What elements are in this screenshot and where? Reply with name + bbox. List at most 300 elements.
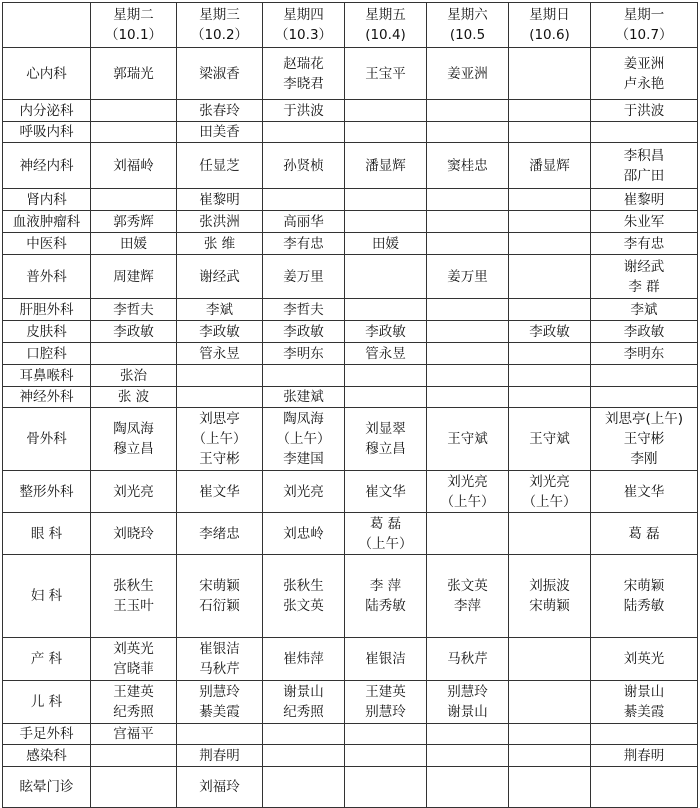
doctor-cell (91, 555, 177, 638)
doctor-cell (177, 100, 263, 122)
day-header (177, 3, 263, 48)
doctor-name: 谢景山 (447, 704, 488, 720)
doctor-cell (263, 189, 345, 211)
doctor-cell (177, 387, 263, 408)
doctor-name: 李斌 (206, 301, 233, 318)
doctor-cell (263, 724, 345, 745)
doctor-cell (591, 143, 698, 189)
date-label: (10.6) (529, 27, 570, 43)
table-row (3, 555, 698, 638)
doctor-cell (509, 724, 591, 745)
doctor-cell (177, 365, 263, 387)
doctor-cell (345, 321, 427, 343)
doctor-cell (263, 143, 345, 189)
doctor-cell (427, 48, 509, 100)
doctor-cell (263, 100, 345, 122)
doctor-cell (345, 189, 427, 211)
doctor-name: 卢永艳 (623, 75, 665, 92)
doctor-cell (427, 189, 509, 211)
doctor-name: 田美香 (199, 124, 240, 140)
doctor-cell (345, 408, 427, 471)
doctor-cell (427, 343, 509, 365)
doctor-cell (177, 211, 263, 233)
doctor-cell (263, 255, 345, 299)
doctor-cell (263, 408, 345, 471)
doctor-cell (591, 471, 698, 513)
doctor-cell (91, 48, 177, 100)
department-name: 手足外科 (3, 724, 91, 745)
doctor-name: 朱业军 (623, 213, 665, 230)
doctor-cell (591, 343, 698, 365)
doctor-name: 张秋生 (283, 578, 324, 594)
doctor-cell (591, 211, 698, 233)
doctor-cell (509, 48, 591, 100)
doctor-name: 纪秀照 (283, 704, 324, 720)
doctor-cell (263, 387, 345, 408)
doctor-cell (591, 724, 698, 745)
doctor-name: 别慧玲 (199, 684, 240, 700)
table-row (3, 745, 698, 767)
doctor-name: 梁淑香 (199, 65, 240, 82)
doctor-cell (427, 745, 509, 767)
department-name: 呼吸内科 (3, 122, 91, 143)
department-name: 产 科 (3, 638, 91, 681)
doctor-name: 张 波 (117, 389, 150, 405)
doctor-name: 赵瑞花 (283, 55, 324, 72)
doctor-cell (91, 745, 177, 767)
doctor-cell (345, 143, 427, 189)
doctor-cell (509, 233, 591, 255)
date-label: (10.4) (365, 27, 406, 43)
doctor-cell (427, 233, 509, 255)
doctor-name: 刘光亮 (113, 483, 154, 500)
doctor-cell (509, 143, 591, 189)
doctor-name: 姜亚洲 (623, 55, 665, 72)
doctor-cell (345, 387, 427, 408)
doctor-cell (591, 513, 698, 555)
doctor-name: 宋萌颖 (623, 578, 665, 594)
doctor-cell (91, 211, 177, 233)
weekday-label: 星期三 (199, 7, 240, 23)
department-name: 儿 科 (3, 681, 91, 724)
weekday-label: 星期六 (447, 7, 488, 23)
table-row (3, 299, 698, 321)
table-row (3, 724, 698, 745)
doctor-cell (591, 189, 698, 211)
doctor-name: 别慧玲 (447, 684, 488, 700)
department-name: 眼 科 (3, 513, 91, 555)
doctor-cell (345, 255, 427, 299)
doctor-cell (427, 471, 509, 513)
doctor-name: 石衍颖 (199, 598, 240, 614)
doctor-cell (177, 513, 263, 555)
doctor-cell (263, 513, 345, 555)
doctor-name: 刘光亮 (447, 473, 488, 490)
doctor-cell (177, 555, 263, 638)
doctor-cell (509, 408, 591, 471)
doctor-name: 郭瑞光 (113, 65, 154, 82)
doctor-name: 李政敏 (113, 323, 154, 340)
doctor-cell (91, 513, 177, 555)
doctor-cell (509, 299, 591, 321)
doctor-cell (91, 471, 177, 513)
date-label: （10.3） (274, 27, 333, 43)
department-name: 中医科 (3, 233, 91, 255)
doctor-name: 刘振波 (529, 578, 570, 594)
doctor-cell (263, 365, 345, 387)
doctor-name: 刘光亮 (283, 483, 324, 500)
table-row (3, 387, 698, 408)
department-name: 妇 科 (3, 555, 91, 638)
doctor-name: 张文英 (447, 578, 488, 594)
doctor-cell (345, 513, 427, 555)
doctor-cell (591, 233, 698, 255)
doctor-cell (263, 638, 345, 681)
doctor-name: 李有忠 (623, 235, 665, 252)
doctor-cell (263, 321, 345, 343)
doctor-name: 张 维 (203, 235, 236, 252)
doctor-name: 郭秀辉 (113, 213, 154, 230)
doctor-cell (345, 767, 427, 808)
table-row (3, 471, 698, 513)
doctor-name: 马秋芹 (447, 651, 488, 667)
doctor-cell (91, 255, 177, 299)
doctor-name: 陆秀敏 (365, 598, 406, 614)
doctor-name: （上午） (440, 493, 495, 510)
doctor-cell (177, 343, 263, 365)
doctor-cell (263, 767, 345, 808)
doctor-name: 田媛 (372, 235, 399, 252)
doctor-name: 姜万里 (283, 268, 324, 285)
doctor-name: 崔文华 (623, 483, 665, 500)
doctor-cell (345, 555, 427, 638)
department-name: 普外科 (3, 255, 91, 299)
doctor-cell (345, 638, 427, 681)
doctor-cell (91, 767, 177, 808)
day-header (91, 3, 177, 48)
doctor-name: 崔银洁 (199, 641, 240, 657)
doctor-cell (91, 408, 177, 471)
doctor-cell (591, 48, 698, 100)
doctor-cell (427, 724, 509, 745)
doctor-cell (177, 122, 263, 143)
doctor-name: 李明东 (283, 345, 324, 362)
doctor-name: （上午） (192, 431, 247, 447)
table-row (3, 638, 698, 681)
doctor-cell (177, 724, 263, 745)
doctor-cell (509, 555, 591, 638)
doctor-cell (263, 48, 345, 100)
doctor-cell (509, 211, 591, 233)
doctor-cell (91, 365, 177, 387)
doctor-cell (91, 343, 177, 365)
doctor-name: 张秋生 (113, 578, 154, 594)
doctor-name: 管永昱 (365, 345, 406, 362)
doctor-name: 谢景山 (283, 684, 324, 700)
doctor-name: （上午） (522, 493, 577, 510)
doctor-name: 刘福岭 (113, 157, 154, 174)
doctor-cell (91, 724, 177, 745)
doctor-name: 张春玲 (199, 102, 240, 119)
doctor-name: 周建辉 (113, 268, 154, 285)
doctor-name: 宫晓菲 (113, 661, 154, 677)
table-row (3, 321, 698, 343)
day-header (345, 3, 427, 48)
doctor-name: 窦桂忠 (447, 157, 488, 174)
doctor-name: 陶凤海 (283, 411, 324, 427)
doctor-cell (263, 555, 345, 638)
department-name: 内分泌科 (3, 100, 91, 122)
doctor-name: 李政敏 (623, 323, 665, 340)
doctor-cell (591, 387, 698, 408)
doctor-name: 高丽华 (283, 213, 324, 230)
doctor-name: 刘光亮 (529, 473, 570, 490)
doctor-name: 王建英 (365, 684, 406, 700)
department-name: 神经内科 (3, 143, 91, 189)
table-row (3, 767, 698, 808)
doctor-name: 王玉叶 (113, 598, 154, 614)
doctor-cell (509, 387, 591, 408)
doctor-name: 任显芝 (199, 157, 240, 174)
table-row (3, 681, 698, 724)
doctor-cell (91, 321, 177, 343)
date-label: (10.5 (449, 27, 486, 43)
doctor-cell (509, 189, 591, 211)
doctor-cell (591, 681, 698, 724)
weekday-label: 星期四 (283, 7, 324, 23)
doctor-cell (345, 724, 427, 745)
doctor-name: 张建斌 (283, 389, 324, 405)
doctor-cell (427, 767, 509, 808)
doctor-cell (91, 100, 177, 122)
doctor-cell (345, 681, 427, 724)
doctor-cell (91, 638, 177, 681)
doctor-name: 李建国 (283, 451, 324, 467)
doctor-cell (91, 143, 177, 189)
doctor-name: 穆立昌 (113, 441, 154, 457)
department-name: 肾内科 (3, 189, 91, 211)
doctor-name: 刘显翠 (365, 421, 406, 437)
date-label: （10.2） (190, 27, 249, 43)
doctor-cell (91, 681, 177, 724)
doctor-name: 刘忠岭 (283, 525, 324, 542)
doctor-name: （上午） (358, 535, 413, 552)
doctor-name: 李哲夫 (113, 301, 154, 318)
doctor-name: 潘显辉 (529, 157, 570, 174)
doctor-cell (591, 745, 698, 767)
weekday-label: 星期日 (529, 7, 570, 23)
doctor-name: 王守彬 (623, 431, 665, 447)
doctor-cell (509, 343, 591, 365)
doctor-cell (263, 745, 345, 767)
doctor-name: 崔文华 (199, 483, 240, 500)
table-row (3, 143, 698, 189)
doctor-name: 李绪忠 (199, 525, 240, 542)
doctor-name: 王建英 (113, 684, 154, 700)
doctor-cell (263, 211, 345, 233)
doctor-name: 宫福平 (113, 726, 154, 742)
doctor-cell (91, 189, 177, 211)
doctor-cell (591, 767, 698, 808)
doctor-cell (591, 255, 698, 299)
doctor-cell (345, 343, 427, 365)
doctor-name: 李政敏 (365, 323, 406, 340)
doctor-name: 陶凤海 (113, 421, 154, 437)
doctor-cell (177, 143, 263, 189)
doctor-name: 陆秀敏 (623, 598, 665, 614)
weekday-label: 星期一 (623, 7, 665, 23)
doctor-cell (509, 100, 591, 122)
doctor-name: 李政敏 (199, 323, 240, 340)
doctor-name: 李斌 (630, 301, 658, 318)
doctor-cell (427, 365, 509, 387)
table-row (3, 408, 698, 471)
doctor-cell (509, 745, 591, 767)
doctor-name: 刘福玲 (199, 779, 240, 795)
doctor-name: 荆春明 (199, 747, 240, 764)
doctor-name: 田媛 (120, 235, 147, 252)
doctor-name: 孙贤桢 (283, 157, 324, 174)
department-name: 心内科 (3, 48, 91, 100)
doctor-cell (345, 299, 427, 321)
doctor-cell (427, 408, 509, 471)
doctor-cell (591, 299, 698, 321)
doctor-cell (591, 555, 698, 638)
doctor-cell (509, 471, 591, 513)
doctor-cell (177, 471, 263, 513)
schedule-body (3, 3, 698, 808)
department-name: 耳鼻喉科 (3, 365, 91, 387)
doctor-name: （上午） (276, 431, 331, 447)
doctor-name: 崔炜萍 (283, 651, 324, 667)
doctor-cell (509, 365, 591, 387)
doctor-name: 张治 (120, 367, 147, 384)
doctor-cell (427, 638, 509, 681)
doctor-name: 李有忠 (283, 235, 324, 252)
doctor-cell (427, 555, 509, 638)
doctor-cell (591, 638, 698, 681)
table-row (3, 122, 698, 143)
header-row (3, 3, 698, 48)
day-header (427, 3, 509, 48)
doctor-cell (427, 100, 509, 122)
doctor-cell (509, 255, 591, 299)
doctor-cell (177, 48, 263, 100)
doctor-name: 姜亚洲 (447, 65, 488, 82)
doctor-cell (427, 211, 509, 233)
doctor-cell (177, 233, 263, 255)
doctor-cell (177, 745, 263, 767)
corner-cell (3, 3, 91, 48)
doctor-name: 穆立昌 (365, 441, 406, 457)
table-row (3, 189, 698, 211)
table-row (3, 255, 698, 299)
doctor-cell (263, 471, 345, 513)
doctor-cell (427, 255, 509, 299)
doctor-name: 王守彬 (199, 451, 240, 467)
doctor-name: 綦美霞 (623, 704, 665, 720)
table-row (3, 211, 698, 233)
doctor-name: 刘思亭 (199, 411, 240, 427)
doctor-cell (345, 365, 427, 387)
doctor-name: 姜万里 (447, 268, 488, 285)
doctor-cell (263, 122, 345, 143)
doctor-cell (263, 233, 345, 255)
doctor-name: 李 萍 (369, 578, 402, 594)
weekday-label: 星期二 (113, 7, 154, 23)
department-name: 感染科 (3, 745, 91, 767)
doctor-cell (91, 233, 177, 255)
doctor-name: 荆春明 (623, 747, 665, 764)
doctor-name: 王宝平 (365, 65, 406, 82)
doctor-cell (427, 143, 509, 189)
department-name: 皮肤科 (3, 321, 91, 343)
doctor-name: 李刚 (630, 451, 658, 467)
doctor-name: 崔文华 (365, 483, 406, 500)
doctor-name: 崔银洁 (365, 651, 406, 667)
doctor-name: 刘思亭(上午) (604, 411, 684, 427)
doctor-name: 刘英光 (623, 651, 665, 667)
weekday-label: 星期五 (365, 7, 406, 23)
doctor-name: 宋萌颖 (529, 598, 570, 614)
table-row (3, 343, 698, 365)
department-name: 骨外科 (3, 408, 91, 471)
doctor-cell (591, 122, 698, 143)
doctor-cell (345, 471, 427, 513)
doctor-cell (91, 122, 177, 143)
department-name: 整形外科 (3, 471, 91, 513)
doctor-cell (177, 189, 263, 211)
doctor-cell (177, 299, 263, 321)
table-row (3, 513, 698, 555)
doctor-cell (91, 299, 177, 321)
doctor-cell (509, 681, 591, 724)
doctor-name: 谢经武 (199, 268, 240, 285)
department-name: 口腔科 (3, 343, 91, 365)
doctor-cell (91, 387, 177, 408)
doctor-cell (177, 638, 263, 681)
doctor-cell (509, 122, 591, 143)
doctor-cell (263, 343, 345, 365)
doctor-cell (591, 100, 698, 122)
date-label: （10.7） (615, 27, 673, 43)
doctor-cell (177, 681, 263, 724)
doctor-cell (509, 767, 591, 808)
date-label: （10.1） (104, 27, 163, 43)
schedule-table (2, 2, 698, 808)
doctor-cell (263, 681, 345, 724)
day-header (263, 3, 345, 48)
doctor-name: 于洪波 (283, 102, 324, 119)
doctor-cell (263, 299, 345, 321)
table-row (3, 233, 698, 255)
doctor-cell (345, 48, 427, 100)
doctor-name: 马秋芹 (199, 661, 240, 677)
doctor-name: 谢经武 (623, 258, 665, 275)
doctor-cell (427, 681, 509, 724)
table-row (3, 48, 698, 100)
doctor-cell (427, 387, 509, 408)
doctor-name: 李晓君 (283, 75, 324, 92)
doctor-name: 崔黎明 (199, 191, 240, 208)
doctor-name: 宋萌颖 (199, 578, 240, 594)
doctor-name: 别慧玲 (365, 704, 406, 720)
doctor-name: 王守斌 (447, 431, 488, 447)
department-name: 血液肿瘤科 (3, 211, 91, 233)
doctor-cell (345, 100, 427, 122)
doctor-cell (591, 408, 698, 471)
doctor-name: 李政敏 (283, 323, 324, 340)
